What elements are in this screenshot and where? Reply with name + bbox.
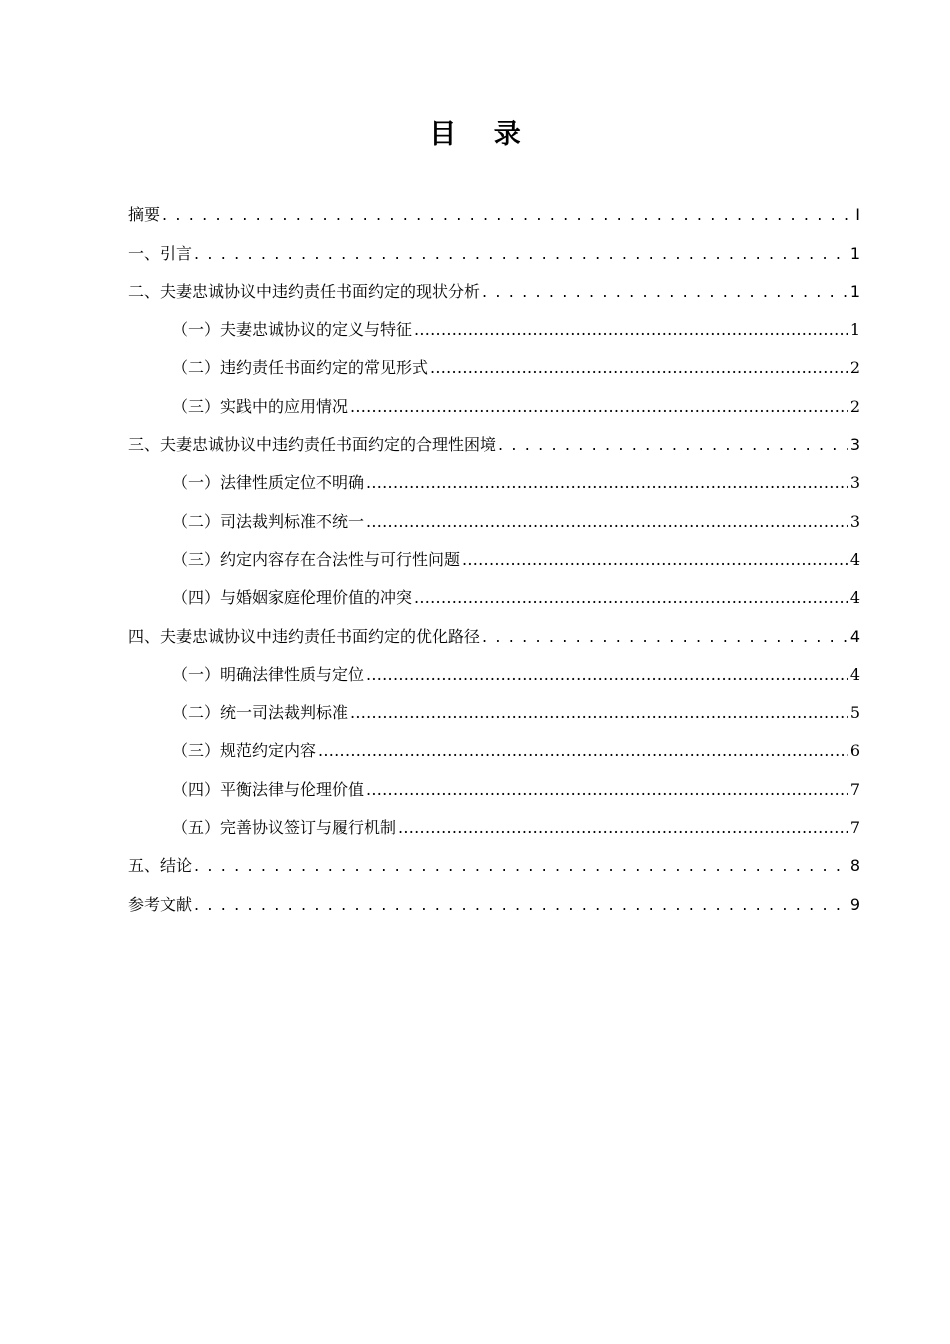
toc-subentry[interactable] bbox=[128, 502, 860, 540]
toc-entry-label: （五）完善协议签订与履行机制 bbox=[172, 818, 397, 838]
toc-dot-leader bbox=[350, 694, 848, 732]
toc-dot-leader bbox=[366, 503, 848, 541]
toc-entry[interactable] bbox=[128, 273, 860, 311]
toc-subentry[interactable] bbox=[128, 809, 860, 847]
toc-entry-page: 3 bbox=[849, 511, 860, 531]
toc-subentry[interactable] bbox=[128, 349, 860, 387]
toc-dot-leader bbox=[366, 464, 848, 502]
toc-entry-page: 8 bbox=[849, 856, 860, 876]
toc-subentry[interactable] bbox=[128, 656, 860, 694]
toc-subentry[interactable] bbox=[128, 541, 860, 579]
toc-entry-label: 五、结论 bbox=[128, 856, 193, 876]
toc-entry-page: 4 bbox=[849, 664, 860, 684]
toc-subentry[interactable] bbox=[128, 732, 860, 770]
toc-dot-leader bbox=[414, 579, 848, 617]
toc-entry-page: 5 bbox=[849, 703, 860, 723]
toc-entry[interactable] bbox=[128, 617, 860, 655]
toc-entry[interactable] bbox=[128, 426, 860, 464]
toc-entry-page: 3 bbox=[849, 435, 860, 455]
toc-dot-leader bbox=[194, 886, 848, 924]
toc-entry-page: 7 bbox=[849, 818, 860, 838]
toc-entry-label: （一）明确法律性质与定位 bbox=[172, 664, 365, 684]
toc-subentry[interactable] bbox=[128, 311, 860, 349]
toc-dot-leader bbox=[318, 732, 848, 770]
toc-entry-label: （二）司法裁判标准不统一 bbox=[172, 511, 365, 531]
toc-entry-page: 7 bbox=[849, 779, 860, 799]
toc-entry-page: 1 bbox=[849, 320, 860, 340]
toc-dot-leader bbox=[194, 235, 848, 273]
toc-entry[interactable] bbox=[128, 847, 860, 885]
toc-entry-label: 二、夫妻忠诚协议中违约责任书面约定的现状分析 bbox=[128, 281, 481, 301]
toc-entry[interactable] bbox=[128, 196, 860, 234]
toc-entry-label: （一）法律性质定位不明确 bbox=[172, 473, 365, 493]
toc-subentry[interactable] bbox=[128, 694, 860, 732]
page-title: 目 录 bbox=[429, 119, 535, 150]
toc-entry-page: 4 bbox=[849, 626, 860, 646]
toc-entry-page: 6 bbox=[849, 741, 860, 761]
toc-entry-page: 2 bbox=[849, 396, 860, 416]
toc-dot-leader bbox=[162, 196, 853, 234]
toc-entry-page: 1 bbox=[849, 243, 860, 263]
toc-entry-page: I bbox=[855, 205, 860, 225]
toc-subentry[interactable] bbox=[128, 464, 860, 502]
toc-subentry[interactable] bbox=[128, 770, 860, 808]
toc-entry[interactable] bbox=[128, 885, 860, 923]
toc-entry-page: 3 bbox=[849, 473, 860, 493]
toc-dot-leader bbox=[482, 273, 848, 311]
toc-entry-page: 2 bbox=[849, 358, 860, 378]
toc-entry-label: 四、夫妻忠诚协议中违约责任书面约定的优化路径 bbox=[128, 626, 481, 646]
toc-subentry[interactable] bbox=[128, 387, 860, 425]
toc-entry-label: （四）平衡法律与伦理价值 bbox=[172, 779, 365, 799]
toc-dot-leader bbox=[430, 349, 848, 387]
toc-subentry[interactable] bbox=[128, 579, 860, 617]
toc-dot-leader bbox=[462, 541, 848, 579]
toc-dot-leader bbox=[194, 847, 848, 885]
toc-entry-label: 三、夫妻忠诚协议中违约责任书面约定的合理性困境 bbox=[128, 435, 497, 455]
toc-dot-leader bbox=[366, 656, 848, 694]
toc-dot-leader bbox=[498, 426, 848, 464]
toc-entry-page: 4 bbox=[849, 549, 860, 569]
toc-entry-label: （三）规范约定内容 bbox=[172, 741, 317, 761]
toc-dot-leader bbox=[366, 771, 848, 809]
toc-dot-leader bbox=[414, 311, 848, 349]
toc-dot-leader bbox=[350, 388, 848, 426]
toc-entry-label: 摘要 bbox=[128, 205, 161, 225]
toc-entry-label: （三）约定内容存在合法性与可行性问题 bbox=[172, 549, 461, 569]
toc-entry[interactable] bbox=[128, 234, 860, 272]
table-of-contents bbox=[128, 196, 860, 924]
toc-entry-label: （二）统一司法裁判标准 bbox=[172, 703, 349, 723]
toc-entry-page: 1 bbox=[849, 281, 860, 301]
toc-entry-label: （四）与婚姻家庭伦理价值的冲突 bbox=[172, 588, 413, 608]
toc-entry-page: 9 bbox=[849, 894, 860, 914]
toc-dot-leader bbox=[482, 618, 848, 656]
toc-dot-leader bbox=[398, 809, 848, 847]
toc-entry-page: 4 bbox=[849, 588, 860, 608]
toc-entry-label: （三）实践中的应用情况 bbox=[172, 396, 349, 416]
toc-entry-label: （二）违约责任书面约定的常见形式 bbox=[172, 358, 429, 378]
toc-entry-label: （一）夫妻忠诚协议的定义与特征 bbox=[172, 320, 413, 340]
toc-entry-label: 一、引言 bbox=[128, 243, 193, 263]
toc-entry-label: 参考文献 bbox=[128, 894, 193, 914]
